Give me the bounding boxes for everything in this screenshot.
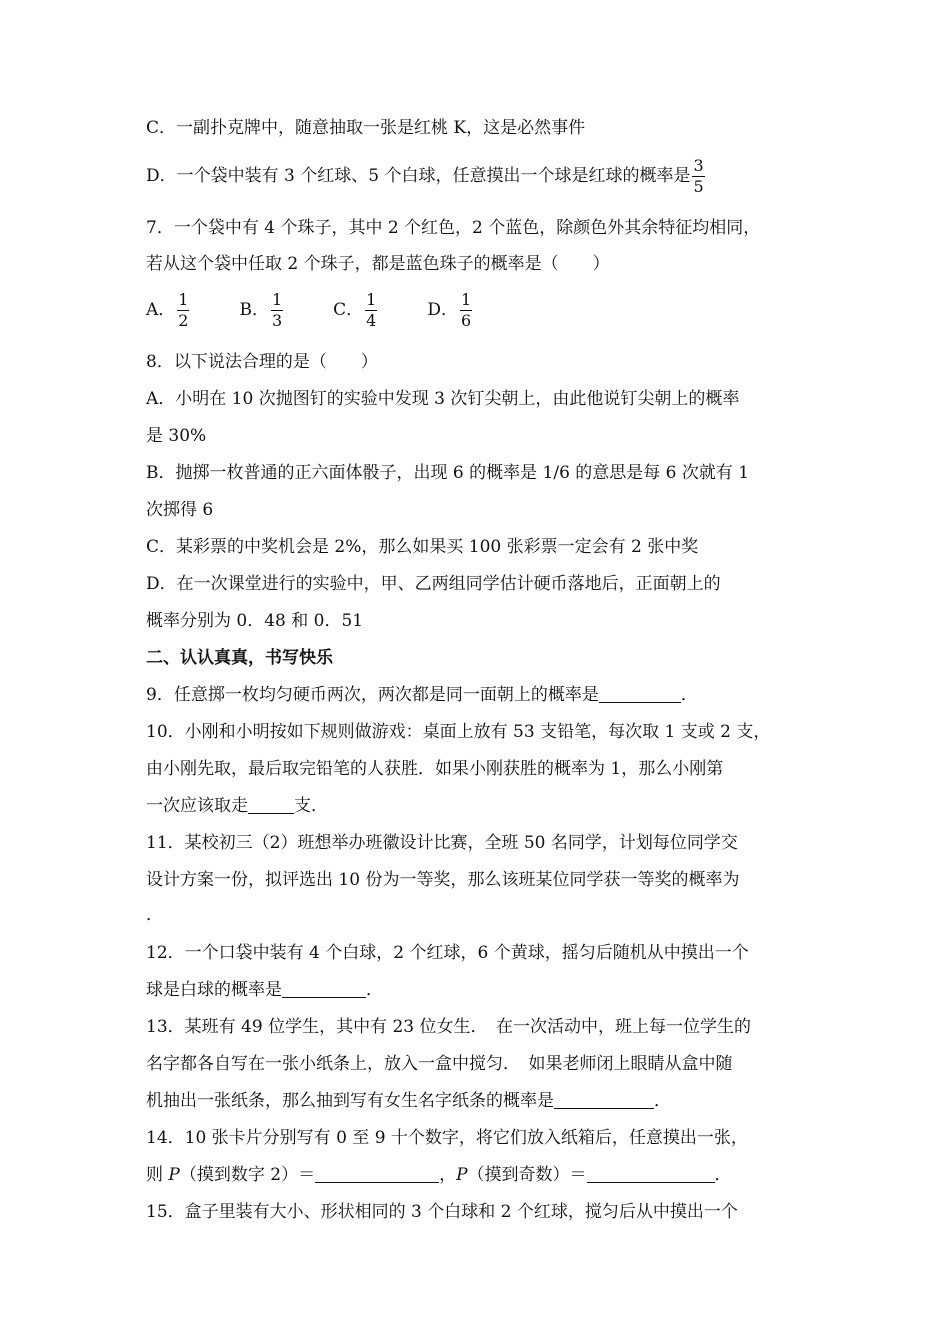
answer-blank[interactable] (248, 795, 294, 814)
answer-blank[interactable] (315, 1164, 439, 1183)
q8-stem: 8．以下说法合理的是（ ） (146, 352, 378, 372)
q15-line-1: 15．盒子里装有大小、形状相同的 3 个白球和 2 个红球，搅匀后从中摸出一个 (146, 1202, 738, 1222)
q8-option-d-line-1: D．在一次课堂进行的实验中，甲、乙两组同学估计硬币落地后，正面朝上的 (146, 574, 721, 594)
answer-blank[interactable] (599, 684, 681, 703)
q12-line-2: 球是白球的概率是 ． (146, 980, 383, 1000)
q6-option-d (146, 157, 707, 196)
q8-option-a-line-1: A．小明在 10 次抛图钉的实验中发现 3 次钉尖朝上，由此他说钉尖朝上的概率 (146, 389, 740, 409)
answer-blank[interactable] (554, 1090, 654, 1109)
q7-option-d: D． $\frac{1}{6}$ (427, 290, 472, 330)
q7-options (146, 291, 522, 330)
q7-line-2: 若从这个袋中任取 2 个珠子，都是蓝色珠子的概率是（ ） (146, 254, 610, 274)
q10-line-1: 10．小刚和小明按如下规则做游戏：桌面上放有 53 支铅笔，每次取 1 支或 2 支， (146, 722, 771, 742)
q11-line-2: 设计方案一份，拟评选出 10 份为一等奖，那么该班某位同学获一等奖的概率为 (146, 870, 740, 890)
q8-option-d-line-2: 概率分别为 0．48 和 0．51 (146, 611, 364, 631)
q8-option-b-line-2: 次掷得 6 (146, 500, 214, 520)
q14-line-1: 14．10 张卡片分别写有 0 至 9 十个数字，将它们放入纸箱后，任意摸出一张， (146, 1128, 748, 1148)
q9: 9．任意掷一枚均匀硬币两次，两次都是同一面朝上的概率是 ． (146, 685, 698, 705)
q13-line-2: 名字都各自写在一张小纸条上，放入一盒中搅匀． 如果老师闭上眼睛从盒中随 (146, 1054, 733, 1074)
q10-line-3: 一次应该取走 支． (146, 796, 328, 816)
q10-line-2: 由小刚先取，最后取完铅笔的人获胜．如果小刚获胜的概率为 1，那么小刚第 (146, 759, 724, 779)
q11-line-3: ． (146, 905, 163, 925)
q8-option-b-line-1: B．抛掷一枚普通的正六面体骰子，出现 6 的概率是 1/6 的意思是每 6 次就有 1 (146, 463, 750, 483)
q11-line-1: 11．某校初三（2）班想举办班徽设计比赛，全班 50 名同学，计划每位同学交 (146, 833, 738, 853)
section-heading: 二、认认真真，书写快乐 (146, 648, 333, 668)
q7-option-c: C． $\frac{1}{4}$ (333, 290, 377, 330)
q7-line-1: 7．一个袋中有 4 个珠子，其中 2 个红色，2 个蓝色，除颜色外其余特征均相同， (146, 218, 761, 238)
q6-option-d-text: D．一个袋中装有 3 个红球、5 个白球，任意摸出一个球是红球的概率是 (146, 166, 691, 186)
q8-option-a-line-2: 是 30% (146, 426, 207, 446)
q7-option-a: A． $\frac{1}{2}$ (146, 290, 189, 330)
q8-option-c: C．某彩票的中奖机会是 2%，那么如果买 100 张彩票一定会有 2 张中奖 (146, 537, 699, 557)
fraction: $\frac{3}{5}$ (693, 156, 704, 196)
q13-line-3: 机抽出一张纸条，那么抽到写有女生名字纸条的概率是 ． (146, 1091, 671, 1111)
answer-blank[interactable] (587, 1164, 715, 1183)
q12-line-1: 12．一个口袋中装有 4 个白球，2 个红球，6 个黄球，摇匀后随机从中摸出一个 (146, 943, 749, 963)
q6-option-c: C．一副扑克牌中，随意抽取一张是红桃 K，这是必然事件 (146, 118, 586, 138)
q7-option-b: B． $\frac{1}{3}$ (239, 290, 283, 330)
answer-blank[interactable] (282, 979, 366, 998)
q13-line-1: 13．某班有 49 位学生，其中有 23 位女生． 在一次活动中，班上每一位学生的 (146, 1017, 752, 1037)
q14-line-2: 则 P（摸到数字 2）＝ ，P（摸到奇数）＝ ． (146, 1165, 732, 1185)
